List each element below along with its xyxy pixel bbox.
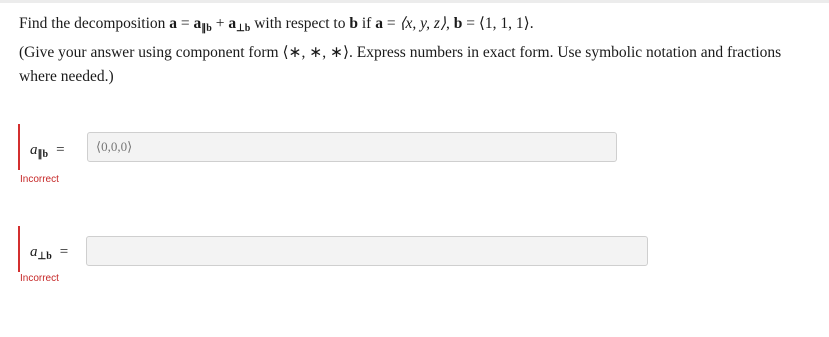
top-divider — [0, 0, 829, 3]
equals: = — [177, 15, 194, 32]
question-text — [19, 12, 819, 89]
equals-2: = — [382, 15, 400, 32]
answer-value-parallel: ⟨0,0,0⟩ — [96, 139, 133, 154]
feedback-incorrect-perp: Incorrect — [20, 273, 59, 284]
vector-a-parallel: a — [193, 15, 202, 32]
vector-a: a — [169, 15, 178, 32]
perp-subscript: ⊥b — [236, 23, 251, 34]
vector-a-def: a — [375, 15, 383, 32]
vector-a-perp: a — [228, 15, 237, 32]
vector-b-def: b — [453, 15, 463, 32]
answer-var: a — [30, 244, 38, 260]
answer-label-parallel — [30, 142, 65, 160]
answer-label-perp — [30, 244, 68, 262]
answer-input-parallel[interactable] — [87, 132, 617, 162]
comma: , — [446, 15, 454, 32]
vector-b-components: ⟨1, 1, 1⟩ — [478, 15, 530, 32]
answer-block-perp — [18, 226, 651, 272]
answer-eq: = — [59, 244, 69, 260]
feedback-incorrect-parallel: Incorrect — [20, 174, 59, 185]
period: . — [529, 15, 534, 32]
question-instructions: (Give your answer using component form ⟨∗, ∗, ∗⟩. Express numbers in exact form. Use symbolic notation and fractions where needed.) — [19, 44, 782, 85]
question-prefix: Find the decomposition — [19, 15, 170, 32]
answer-sub: ∥b — [37, 149, 49, 160]
answer-eq: = — [56, 142, 65, 158]
with-respect-text: with respect to — [250, 15, 350, 32]
vector-b: b — [349, 15, 358, 32]
question-line-1 — [19, 12, 819, 41]
plus: + — [211, 15, 229, 32]
equals-3: = — [462, 15, 479, 32]
if-text: if — [358, 15, 376, 32]
parallel-subscript: ∥b — [201, 23, 212, 34]
answer-block-parallel — [18, 124, 620, 170]
answer-sub: ⊥b — [37, 251, 52, 262]
answer-var: a — [30, 142, 38, 158]
answer-input-perp[interactable] — [86, 236, 648, 266]
vector-a-components: ⟨x, y, z⟩ — [399, 15, 446, 32]
